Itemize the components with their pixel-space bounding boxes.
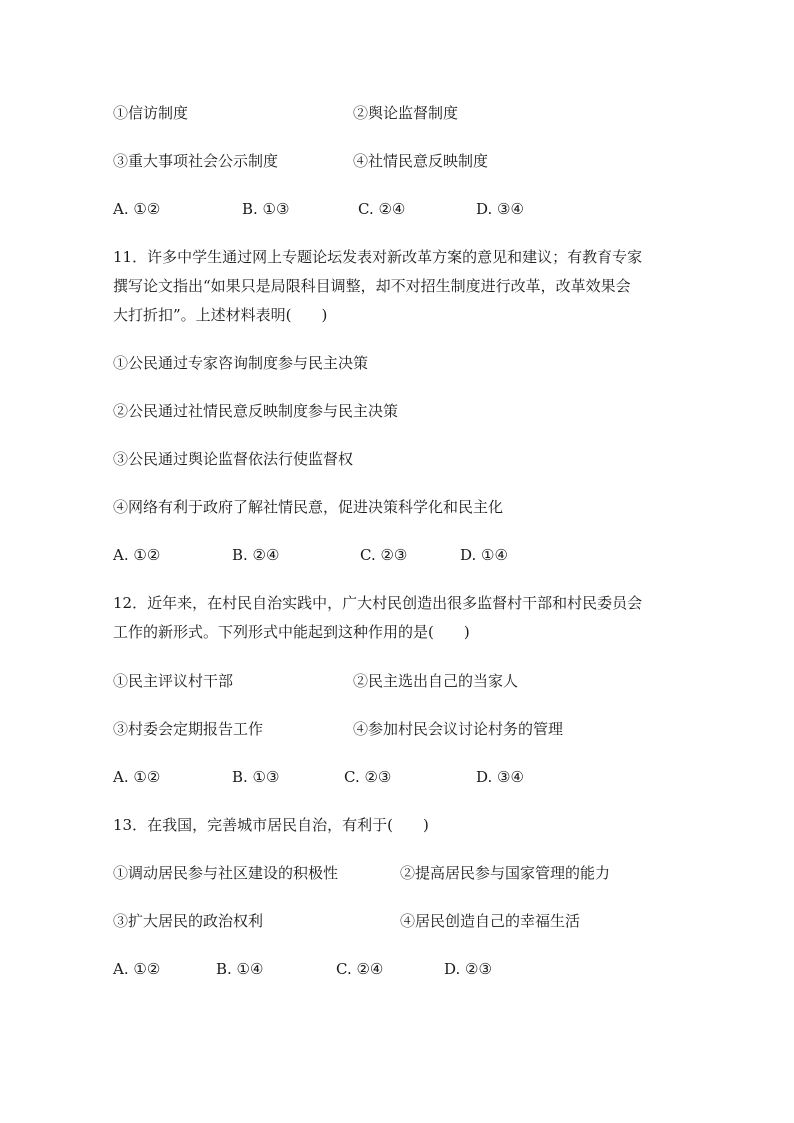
q12-stem-line-1: 12．近年来，在村民自治实践中，广大村民创造出很多监督村干部和村民委员会	[113, 594, 643, 612]
q11-item-1: ①公民通过专家咨询制度参与民主决策	[113, 354, 369, 372]
q11-choice-d: D. ①④	[460, 546, 508, 564]
q13-item-3: ③扩大居民的政治权利	[113, 912, 264, 930]
q10-choice-c: C. ②④	[358, 200, 406, 218]
q13-choice-a: A. ①②	[113, 960, 161, 978]
q11-item-3: ③公民通过舆论监督依法行使监督权	[113, 450, 354, 468]
q12-item-4: ④参加村民会议讨论村务的管理	[353, 720, 564, 738]
q11-choice-a: A. ①②	[113, 546, 161, 564]
q11-stem-line-1: 11．许多中学生通过网上专题论坛发表对新改革方案的意见和建议；有教育专家	[113, 248, 643, 266]
q12-choice-c: C. ②③	[344, 768, 392, 786]
q13-item-4: ④居民创造自己的幸福生活	[400, 912, 581, 930]
q13-item-2: ②提高居民参与国家管理的能力	[400, 864, 611, 882]
q10-choice-d: D. ③④	[476, 200, 524, 218]
q13-choice-b: B. ①④	[216, 960, 264, 978]
q12-item-3: ③村委会定期报告工作	[113, 720, 264, 738]
q10-item-4: ④社情民意反映制度	[353, 152, 489, 170]
q11-stem-line-2: 撰写论文指出“如果只是局限科目调整，却不对招生制度进行改革，改革效果会	[113, 277, 631, 295]
q11-item-2: ②公民通过社情民意反映制度参与民主决策	[113, 402, 399, 420]
q11-stem-line-3: 大打折扣”。上述材料表明( )	[113, 306, 328, 324]
q10-item-1: ①信访制度	[113, 104, 189, 122]
q10-choice-a: A. ①②	[113, 200, 161, 218]
q10-choice-b: B. ①③	[242, 200, 290, 218]
q13-choice-c: C. ②④	[336, 960, 384, 978]
q13-choice-d: D. ②③	[444, 960, 492, 978]
q12-choice-b: B. ①③	[232, 768, 280, 786]
q12-item-2: ②民主选出自己的当家人	[353, 672, 519, 690]
q11-choice-c: C. ②③	[360, 546, 408, 564]
q10-item-2: ②舆论监督制度	[353, 104, 459, 122]
q10-item-3: ③重大事项社会公示制度	[113, 152, 279, 170]
q13-stem-line-1: 13．在我国，完善城市居民自治，有利于( )	[113, 816, 429, 834]
q12-stem-line-2: 工作的新形式。下列形式中能起到这种作用的是( )	[113, 623, 470, 641]
q12-item-1: ①民主评议村干部	[113, 672, 234, 690]
q11-choice-b: B. ②④	[232, 546, 280, 564]
q12-choice-a: A. ①②	[113, 768, 161, 786]
q13-item-1: ①调动居民参与社区建设的积极性	[113, 864, 339, 882]
q12-choice-d: D. ③④	[476, 768, 524, 786]
q11-item-4: ④网络有利于政府了解社情民意，促进决策科学化和民主化	[113, 498, 504, 516]
